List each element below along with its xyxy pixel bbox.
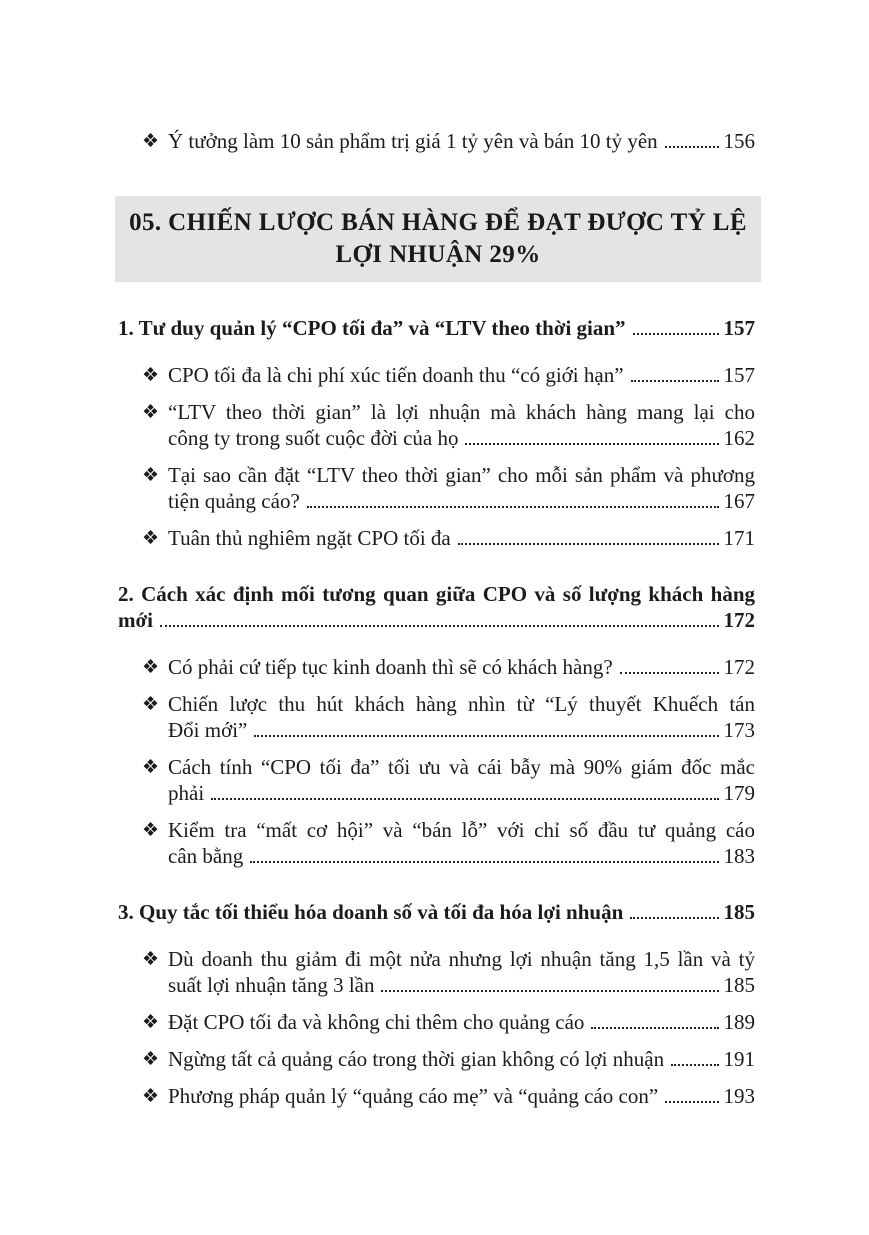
toc-entry-text: 2. Cách xác định mối tương quan giữa CPO và số lượng khách hàng: [118, 582, 755, 606]
dot-leader: [160, 625, 719, 627]
toc-entry-text: Ngừng tất cả quảng cáo trong thời gian không có lợi nhuận: [168, 1047, 665, 1071]
dot-leader: [665, 146, 719, 148]
chapter-heading-line: LỢI NHUẬN 29%: [335, 241, 541, 268]
toc-entry-text: tiện quảng cáo?: [168, 489, 300, 513]
page-number: 157: [723, 316, 755, 340]
toc-entry-text: Tuân thủ nghiêm ngặt CPO tối đa: [168, 526, 451, 550]
toc-entry: [118, 754, 755, 806]
toc-entry-text: cân bằng: [168, 844, 244, 868]
dot-leader: [631, 380, 719, 382]
toc-entry-text: Dù doanh thu giảm đi một nửa nhưng lợi nhuận tăng 1,5 lần và tỷ: [168, 947, 755, 971]
diamond-bullet-icon: ❖: [142, 365, 160, 386]
dot-leader: [665, 1101, 718, 1103]
toc-entry: [118, 654, 755, 680]
page-number: 173: [723, 718, 755, 742]
toc-entry-text: Ý tưởng làm 10 sản phẩm trị giá 1 tỷ yên và bán 10 tỷ yên: [168, 129, 658, 153]
toc-entry-text: Đặt CPO tối đa và không chi thêm cho quảng cáo: [168, 1010, 585, 1034]
page-number: 179: [723, 781, 755, 805]
dot-leader: [458, 543, 719, 545]
diamond-bullet-icon: ❖: [142, 1012, 160, 1033]
toc-entry: [118, 691, 755, 743]
diamond-bullet-icon: ❖: [142, 757, 160, 778]
toc-entry: [118, 462, 755, 514]
toc-entry-text: suất lợi nhuận tăng 3 lần: [168, 973, 375, 997]
toc-entry-text: phải: [168, 781, 205, 805]
toc-entry: [118, 817, 755, 869]
dot-leader: [254, 735, 718, 737]
page-number: 191: [723, 1047, 755, 1071]
dot-leader: [630, 917, 718, 919]
dot-leader: [250, 861, 718, 863]
toc-entry: [118, 946, 755, 998]
page-number: 172: [723, 608, 755, 632]
dot-leader: [307, 506, 719, 508]
toc-section-heading: [118, 315, 755, 341]
toc-entry-text: Tại sao cần đặt “LTV theo thời gian” cho mỗi sản phẩm và phương: [168, 463, 755, 487]
diamond-bullet-icon: ❖: [142, 949, 160, 970]
toc-entry-text: mới: [118, 608, 153, 632]
diamond-bullet-icon: ❖: [142, 465, 160, 486]
page-number: 185: [723, 973, 755, 997]
page-number: 189: [723, 1010, 755, 1034]
page-number: 185: [723, 900, 755, 924]
diamond-bullet-icon: ❖: [142, 1086, 160, 1107]
toc-entry-text: Chiến lược thu hút khách hàng nhìn từ “Lý thuyết Khuếch tán: [168, 692, 755, 716]
dot-leader: [591, 1027, 718, 1029]
toc-entry-text: Kiểm tra “mất cơ hội” và “bán lỗ” với chỉ số đầu tư quảng cáo: [168, 818, 755, 842]
toc-entry-text: CPO tối đa là chi phí xúc tiến doanh thu “có giới hạn”: [168, 363, 624, 387]
page-number: 171: [723, 526, 755, 550]
chapter-heading: [115, 196, 761, 282]
chapter-heading-line: 05. CHIẾN LƯỢC BÁN HÀNG ĐỂ ĐẠT ĐƯỢC TỶ LỆ: [129, 209, 747, 236]
toc-entry: [118, 1009, 755, 1035]
toc-entry-text: Cách tính “CPO tối đa” tối ưu và cái bẫy mà 90% giám đốc mắc: [168, 755, 755, 779]
page-number: 156: [723, 129, 755, 153]
page-number: 172: [723, 655, 755, 679]
page-number: 193: [723, 1084, 755, 1108]
toc-entry-text: “LTV theo thời gian” là lợi nhuận mà khách hàng mang lại cho: [168, 400, 755, 424]
dot-leader: [620, 672, 719, 674]
page-number: 162: [723, 426, 755, 450]
toc-section-heading: [118, 581, 755, 633]
dot-leader: [381, 990, 718, 992]
dot-leader: [465, 443, 718, 445]
diamond-bullet-icon: ❖: [142, 528, 160, 549]
toc-section-heading: [118, 899, 755, 925]
toc-entry-text: Đổi mới”: [168, 718, 248, 742]
diamond-bullet-icon: ❖: [142, 1049, 160, 1070]
diamond-bullet-icon: ❖: [142, 131, 160, 152]
dot-leader: [211, 798, 718, 800]
toc-entry: [118, 128, 755, 154]
diamond-bullet-icon: ❖: [142, 694, 160, 715]
diamond-bullet-icon: ❖: [142, 402, 160, 423]
toc-entry: [118, 399, 755, 451]
toc-entry: [118, 1083, 755, 1109]
toc-entry-text: 3. Quy tắc tối thiểu hóa doanh số và tối đa hóa lợi nhuận: [118, 900, 624, 924]
page-number: 167: [723, 489, 755, 513]
toc-entry-text: Có phải cứ tiếp tục kinh doanh thì sẽ có khách hàng?: [168, 655, 613, 679]
page-number: 183: [723, 844, 755, 868]
dot-leader: [671, 1064, 718, 1066]
diamond-bullet-icon: ❖: [142, 657, 160, 678]
dot-leader: [633, 333, 719, 335]
toc-entry: [118, 362, 755, 388]
toc-entry-text: Phương pháp quản lý “quảng cáo mẹ” và “quảng cáo con”: [168, 1084, 659, 1108]
toc-entry-text: 1. Tư duy quản lý “CPO tối đa” và “LTV theo thời gian”: [118, 316, 626, 340]
page-number: 157: [723, 363, 755, 387]
diamond-bullet-icon: ❖: [142, 820, 160, 841]
toc-entry-text: công ty trong suốt cuộc đời của họ: [168, 426, 459, 450]
toc-entry: [118, 525, 755, 551]
toc-entry: [118, 1046, 755, 1072]
